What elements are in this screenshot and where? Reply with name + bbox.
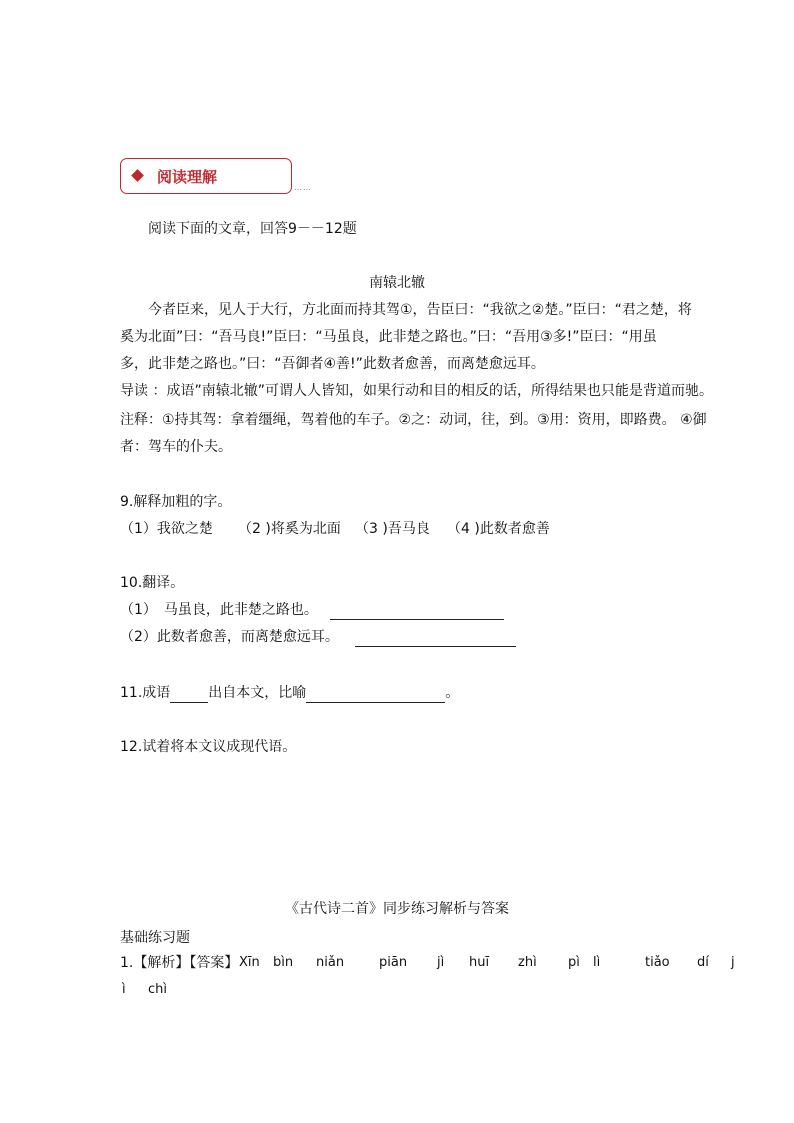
pinyin-4: piān	[379, 955, 408, 970]
q10-item-1	[120, 600, 504, 620]
q11-prefix: 11.成语	[120, 685, 171, 701]
pinyin-6: huī	[469, 955, 490, 970]
section-header	[120, 158, 292, 194]
pinyin-row-1	[0, 955, 794, 975]
q10-answer-blank-1[interactable]	[330, 605, 504, 620]
pinyin-9: lì	[593, 955, 601, 970]
story-line-2: 奚为北面”曰：“吾马良!”臣曰：“马虽良，此非楚之路也。”曰：“吾用③多!”臣曰：“用虽	[120, 329, 657, 345]
pinyin-12: j	[731, 955, 735, 970]
q9-item-3: （3 )吾马良	[355, 521, 430, 537]
q10-title: 10.翻译。	[120, 575, 185, 591]
q10-answer-blank-2[interactable]	[355, 632, 516, 647]
answer-1-label: 1.【解析】【答案】	[120, 955, 239, 971]
q9-item-2: （2 )将奚为北面	[238, 521, 341, 537]
pinyin-14: chì	[148, 982, 167, 997]
answers-subtitle: 基础练习题	[120, 930, 190, 946]
pinyin-1: Xīn	[239, 955, 260, 970]
answers-title: 《古代诗二首》同步练习解析与答案	[285, 901, 509, 917]
story-line-1: 今者臣来，见人于大行，方北面而持其驾①，告臣曰：“我欲之②楚。”臣曰：“君之楚，将	[148, 302, 692, 318]
pinyin-11: dí	[697, 955, 709, 970]
notes-line-2: 者：驾车的仆夫。	[120, 439, 232, 455]
q12-title: 12.试着将本文议成现代语。	[120, 739, 297, 755]
q11-suffix: 。	[445, 685, 460, 701]
q10-item-2-text: （2）此数者愈善，而离楚愈远耳。	[120, 629, 339, 645]
decorative-dots: ……	[294, 183, 312, 192]
story-guide: 导读 ：成语”南辕北辙”可谓人人皆知，如果行动和目的相反的话，所得结果也只能是背道而驰。	[120, 383, 713, 399]
q11-middle: 出自本文，比喻	[208, 685, 307, 701]
story-line-3: 多，此非楚之路也。”曰：“吾御者④善!”此数者愈善，而离楚愈远耳。	[120, 356, 545, 372]
pinyin-7: zhì	[518, 955, 537, 970]
pinyin-3: niǎn	[316, 955, 345, 970]
q9-item-4: （4 )此数者愈善	[447, 521, 550, 537]
q11	[120, 683, 459, 703]
q11-blank-idiom[interactable]	[170, 688, 208, 703]
q11-blank-meaning[interactable]	[306, 688, 445, 703]
pinyin-10: tiǎo	[645, 955, 670, 970]
q9-item-1: （1）我欲之楚	[120, 521, 213, 537]
pinyin-2: bìn	[273, 955, 294, 970]
notes-line-1: 注释：①持其驾：拿着缰绳，驾着他的车子。②之：动词，往，到。③用：资用，即路费。 ④御	[120, 412, 707, 428]
q10-item-2	[120, 627, 516, 647]
pinyin-13: ì	[122, 982, 126, 997]
section-title: 阅读理解	[157, 168, 218, 186]
pinyin-row-2	[0, 982, 794, 1002]
q9-title: 9.解释加粗的字。	[120, 494, 232, 510]
instructions: 阅读下面的文章，回答9－－12题	[148, 221, 357, 237]
pinyin-8: pì	[568, 955, 580, 970]
pinyin-5: jì	[437, 955, 445, 970]
diamond-icon	[131, 169, 144, 182]
q10-item-1-text: （1） 马虽良，此非楚之路也。	[120, 602, 318, 618]
story-title: 南辕北辙	[369, 275, 425, 291]
